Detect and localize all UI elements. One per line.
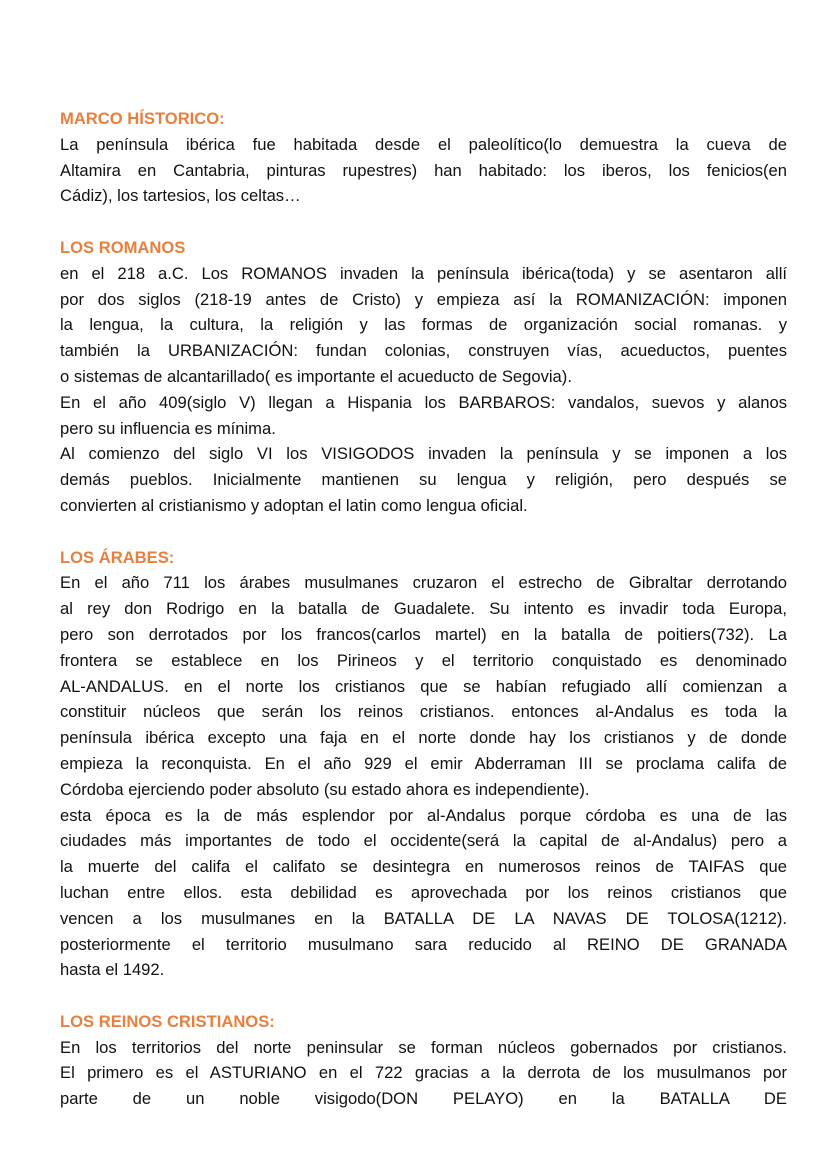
text-line: hasta el 1492. [60,960,165,980]
section-heading: MARCO HÍSTORICO: [60,109,225,128]
text-line: constituir núcleos que serán los reinos cristianos. entonces al-Andalus es toda la [60,702,787,722]
text-line: En los territorios del norte peninsular se forman núcleos gobernados por cristianos. [60,1037,787,1057]
text-line: AL-ANDALUS. en el norte los cristianos que se habían refugiado allí comienzan a [60,676,787,696]
text-line: la lengua, la cultura, la religión y las formas de organización social romanas. y [60,315,787,335]
text-line: El primero es el ASTURIANO en el 722 gracias a la derrota de los musulmanos por [60,1063,787,1083]
text-line: luchan entre ellos. esta debilidad es aprovechada por los reinos cristianos que [60,882,787,902]
text-line: pero son derrotados por los francos(carlos martel) en la batalla de poitiers(732). La [60,624,787,644]
text-line: o sistemas de alcantarillado( es importante el acueducto de Segovia). [60,366,572,386]
text-line: también la URBANIZACIÓN: fundan colonias, construyen vías, acueductos, puentes [60,341,787,361]
section-heading: LOS REINOS CRISTIANOS: [60,1011,275,1031]
text-line: Cádiz), los tartesios, los celtas… [60,186,301,206]
text-line: pero su influencia es mínima. [60,418,276,438]
section-heading: LOS ROMANOS [60,237,186,257]
text-line: Córdoba ejerciendo poder absoluto (su estado ahora es independiente). [60,779,590,799]
section [60,106,787,209]
text-line: Al comienzo del siglo VI los VISIGODOS invaden la península y se imponen a los [60,444,787,464]
text-line: ciudades más importantes de todo el occidente(será la capital de al-Andalus) pero a [60,831,787,851]
text-line: parte de un noble visigodo(DON PELAYO) en la BATALLA DE [60,1089,787,1109]
text-line: al rey don Rodrigo en la batalla de Guadalete. Su intento es invadir toda Europa, [60,599,787,619]
text-line: empieza la reconquista. En el año 929 el emir Abderraman III se proclama califa de [60,753,787,773]
text-line: Altamira en Cantabria, pinturas rupestres) han habitado: los iberos, los fenicios(en [60,160,787,180]
text-line: vencen a los musulmanes en la BATALLA DE LA NAVAS DE TOLOSA(1212). [60,908,787,928]
text-line: por dos siglos (218-19 antes de Cristo) y empieza así la ROMANIZACIÓN: imponen [60,289,787,309]
section [60,545,787,984]
section [60,1009,787,1112]
section [60,235,787,519]
text-line: península ibérica excepto una faja en el norte donde hay los cristianos y de donde [60,728,787,748]
text-line: convierten al cristianismo y adoptan el latin como lengua oficial. [60,495,528,515]
text-line: demás pueblos. Inicialmente mantienen su lengua y religión, pero después se [60,470,787,490]
text-line: La península ibérica fue habitada desde el paleolítico(lo demuestra la cueva de [60,134,787,154]
text-line: En el año 711 los árabes musulmanes cruzaron el estrecho de Gibraltar derrotando [60,573,787,593]
text-line: en el 218 a.C. Los ROMANOS invaden la península ibérica(toda) y se asentaron allí [60,263,787,283]
text-line: En el año 409(siglo V) llegan a Hispania los BARBAROS: vandalos, suevos y alanos [60,392,787,412]
text-line: la muerte del califa el califato se desintegra en numerosos reinos de TAIFAS que [60,857,787,877]
text-line: frontera se establece en los Pirineos y el territorio conquistado es denominado [60,650,787,670]
text-line: posteriormente el territorio musulmano sara reducido al REINO DE GRANADA [60,934,787,954]
section-heading: LOS ÁRABES: [60,547,175,567]
text-line: esta época es la de más esplendor por al-Andalus porque córdoba es una de las [60,805,787,825]
